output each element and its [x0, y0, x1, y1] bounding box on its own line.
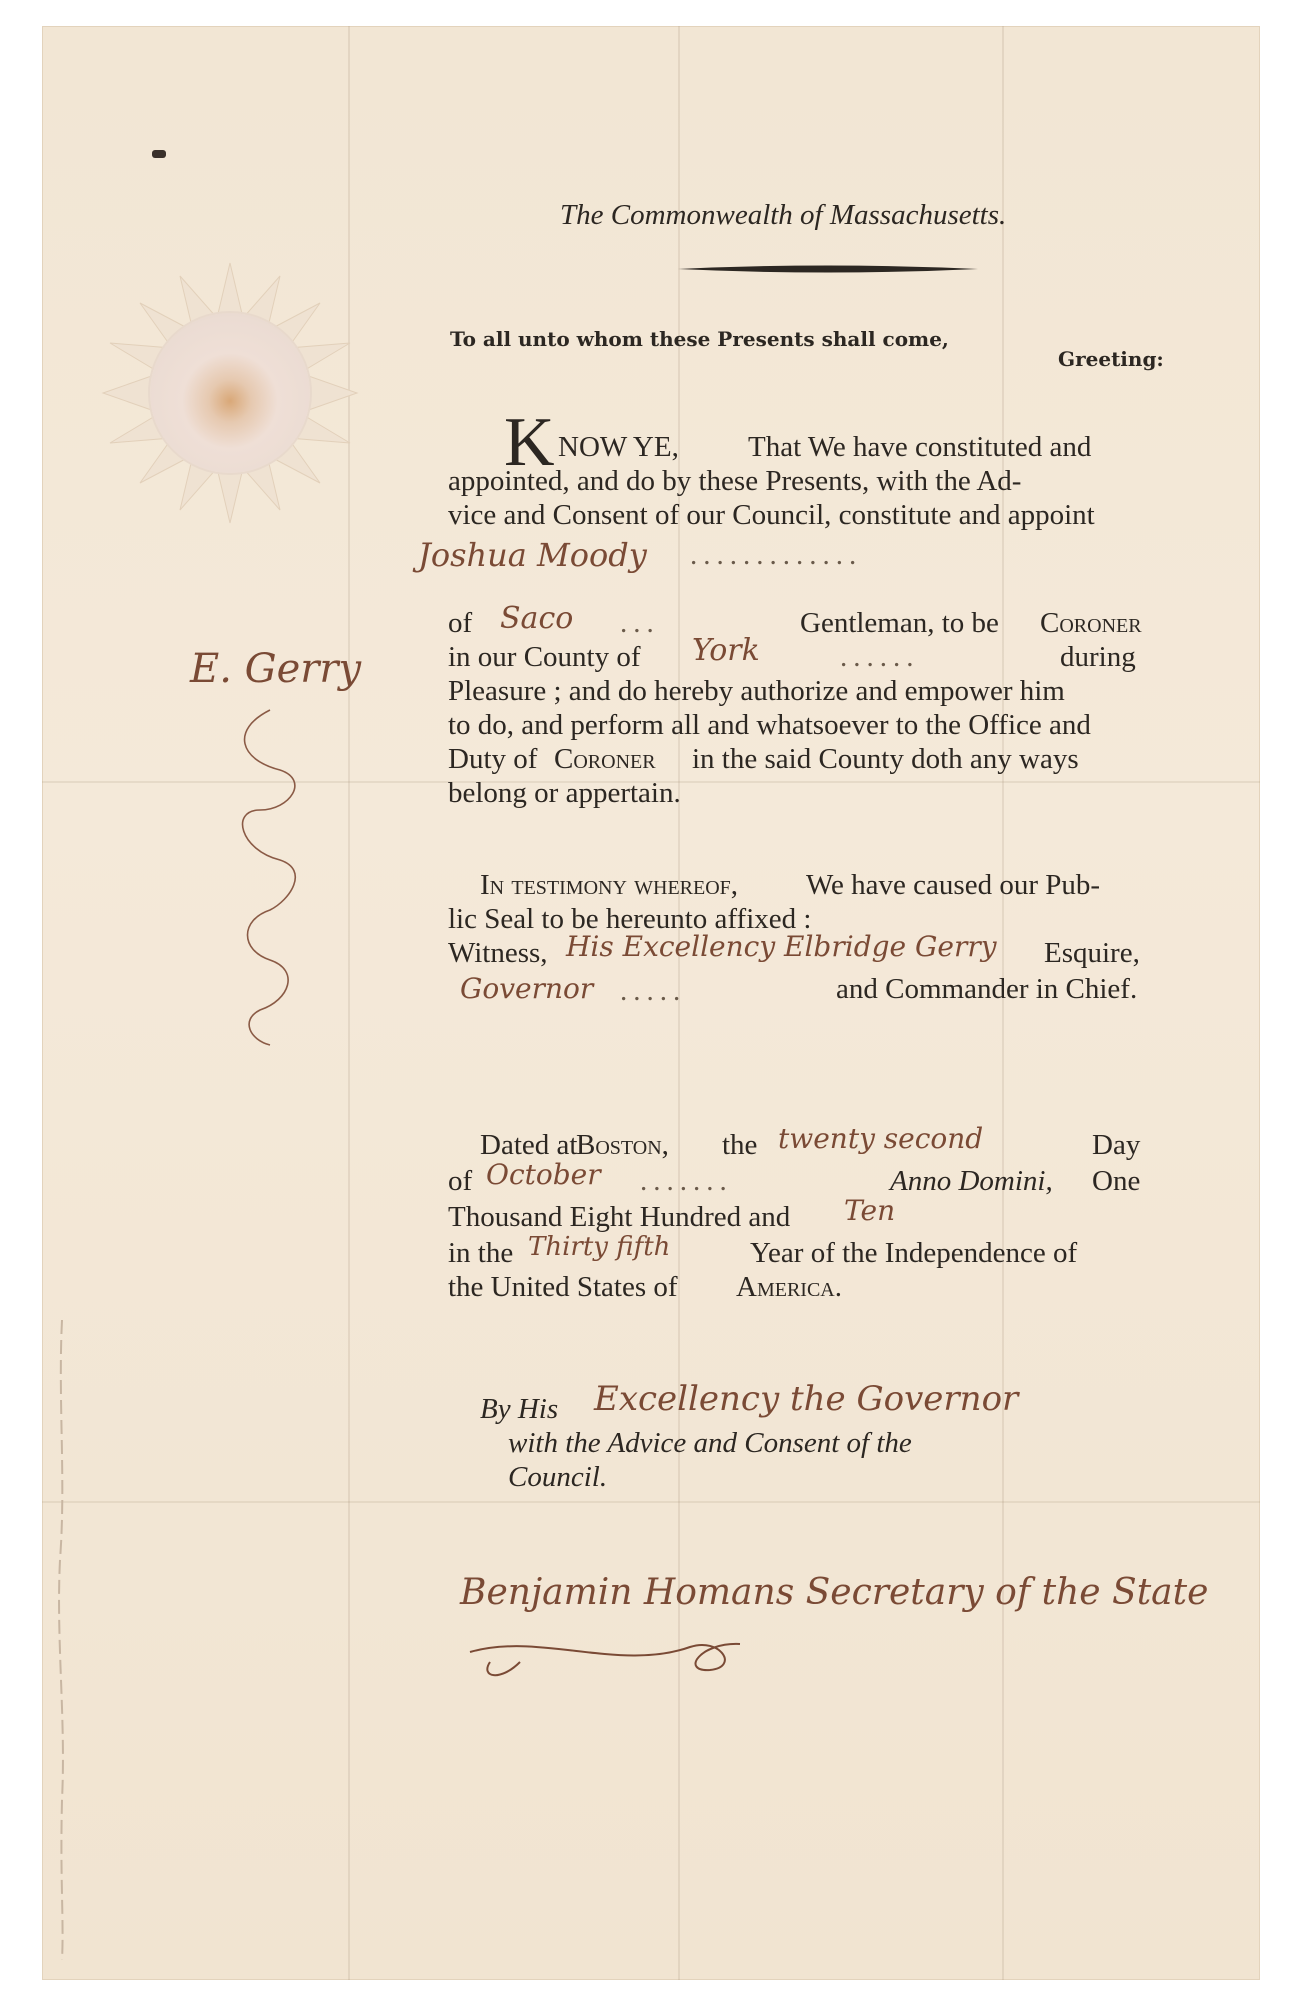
page-title: The Commonwealth of Massachusetts.: [560, 199, 1007, 231]
anno-domini: Anno Domini,: [890, 1165, 1053, 1197]
fold-line: [42, 1501, 1260, 1503]
body-line: Pleasure ; and do hereby authorize and empower him: [448, 675, 1065, 707]
body-text: Council.: [508, 1461, 608, 1493]
day-value: twenty second: [778, 1122, 984, 1155]
body-text: Gentleman, to be: [800, 607, 999, 639]
know-ye: NOW YE,: [558, 431, 679, 463]
body-line: That We have constituted and: [748, 431, 1092, 463]
governor-title-ink: Excellency the Governor: [594, 1379, 1019, 1419]
body-text: Esquire,: [1044, 937, 1140, 969]
office-title: Coroner: [554, 743, 656, 775]
body-line: lic Seal to be hereunto affixed :: [448, 903, 812, 935]
body-text: Dated at: [480, 1129, 578, 1161]
body-text: Day: [1092, 1129, 1141, 1161]
marginal-note: [50, 1320, 74, 1960]
greeting: Greeting:: [1058, 347, 1164, 371]
body-text: Witness,: [448, 937, 548, 969]
independence-year: Thirty fifth: [528, 1232, 671, 1262]
office-title: Coroner: [1040, 607, 1142, 639]
appointee-name: Joshua Moody: [418, 536, 647, 574]
governor-signature: E. Gerry: [190, 646, 362, 692]
body-text: in our County of: [448, 641, 641, 673]
body-text: of: [448, 607, 473, 639]
salutation: To all unto whom these Presents shall come,: [450, 327, 949, 351]
seal-disc: [150, 313, 310, 473]
body-line: belong or appertain.: [448, 777, 681, 809]
town-name: Saco: [500, 601, 574, 636]
body-text: of: [448, 1165, 473, 1197]
body-line: appointed, and do by these Presents, with the Ad-: [448, 465, 1022, 497]
signature-flourish: [200, 700, 340, 1060]
dotted-leader: .............: [690, 539, 863, 571]
secretary-signature: Benjamin Homans Secretary of the State: [460, 1572, 1209, 1613]
body-text: during: [1060, 641, 1136, 673]
dotted-leader: .....: [620, 975, 687, 1007]
body-text: in the said County doth any ways: [692, 743, 1079, 775]
body-text: and Commander in Chief.: [836, 973, 1138, 1005]
year-value: Ten: [844, 1194, 896, 1227]
body-text: One: [1092, 1165, 1141, 1197]
witness-name: His Excellency Elbridge Gerry: [566, 930, 997, 963]
month-value: October: [486, 1158, 601, 1191]
body-line: vice and Consent of our Council, constitute and appoint: [448, 499, 1095, 531]
country-name: America.: [736, 1271, 842, 1303]
body-text: in the: [448, 1237, 514, 1269]
ornamental-rule: [678, 262, 978, 276]
testimony-heading: In testimony whereof,: [480, 869, 739, 901]
body-text: By His: [480, 1393, 559, 1425]
dotted-leader: .......: [640, 1165, 733, 1197]
county-name: York: [692, 633, 760, 668]
body-text: the United States of: [448, 1271, 678, 1303]
drop-cap: K: [504, 404, 555, 481]
body-text: the: [722, 1129, 758, 1161]
body-line: to do, and perform all and whatsoever to the Office and: [448, 709, 1091, 741]
body-text: with the Advice and Consent of the: [508, 1427, 912, 1459]
body-text: We have caused our Pub-: [806, 869, 1101, 901]
signature-flourish: [460, 1612, 820, 1682]
ink-mark: [152, 150, 166, 158]
dotted-leader: ......: [840, 641, 920, 673]
body-text: Year of the Independence of: [750, 1237, 1078, 1269]
place-name: Boston,: [576, 1129, 669, 1161]
dotted-leader: ...: [620, 607, 660, 639]
witness-title: Governor: [460, 972, 594, 1005]
body-text: Duty of: [448, 743, 538, 775]
embossed-seal: [95, 258, 365, 528]
body-text: Thousand Eight Hundred and: [448, 1201, 791, 1233]
